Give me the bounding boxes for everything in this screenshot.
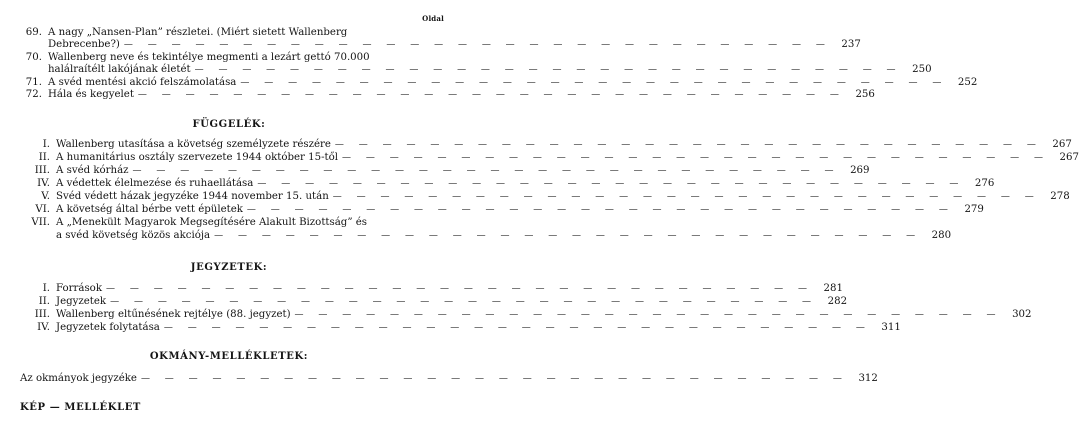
- appendix-entry-7: [20, 216, 440, 229]
- notes-heading: JEGYZETEK:: [190, 262, 268, 273]
- notes-entry-1: [20, 282, 843, 295]
- entry-title: a svéd követség közös akciója: [56, 230, 211, 241]
- entry-page: 281: [823, 283, 843, 294]
- entry-number: V.: [41, 191, 50, 202]
- dot-leader: — — — — — — — — — — — — — — — — — — — — — — — — — — — — — —: [137, 90, 845, 100]
- dot-leader: — — — — — — — — — — — — — — — — — — — — — — — — — — — — — —: [257, 179, 965, 189]
- entry-page: 267: [1052, 139, 1072, 150]
- dot-leader: — — — — — — — — — — — — — — — — — — — — — — — — — — — — — —: [332, 192, 1040, 202]
- entry-title: A „Menekült Magyarok Megsegítésére Alakult Bizottság” és: [56, 217, 368, 228]
- entry-title: Wallenberg eltűnésének rejtélye (88. jegyzet): [56, 309, 291, 320]
- page-column-header: Oldal: [422, 14, 444, 23]
- entry-title: A követség által bérbe vett épületek: [56, 204, 243, 215]
- toc-entry-69-cont: [20, 38, 861, 51]
- entry-number: III.: [34, 165, 50, 176]
- dot-leader: — — — — — — — — — — — — — — — — — — — — — — — — — — — — — —: [334, 140, 1042, 150]
- dot-leader: — — — — — — — — — — — — — — — — — — — — — — — — — — — — — —: [194, 65, 902, 75]
- entry-number: I.: [42, 283, 50, 294]
- toc-entry-72: [20, 88, 875, 101]
- entry-page: 282: [827, 296, 848, 307]
- dot-leader: — — — — — — — — — — — — — — — — — — — — — — — — — — — — — —: [163, 323, 871, 333]
- dot-leader: — — — — — — — — — — — — — — — — — — — — — — — — — — — — — —: [106, 284, 813, 294]
- entry-number: II.: [38, 152, 50, 163]
- entry-number: 70.: [25, 52, 42, 63]
- entry-number: I.: [42, 139, 50, 150]
- entry-page: 250: [912, 64, 932, 75]
- appendix-entry-5: [20, 190, 1070, 203]
- entry-title: Wallenberg neve és tekintélye megmenti a lezárt gettó 70.000: [48, 52, 370, 63]
- entry-page: 256: [855, 89, 875, 100]
- notes-entry-3: [20, 308, 1032, 321]
- dot-leader: — — — — — — — — — — — — — — — — — — — — — — — — — — — — — —: [132, 166, 840, 176]
- entry-number: IV.: [37, 322, 50, 333]
- appendix-entry-2: [20, 151, 1079, 164]
- entry-number: IV.: [37, 178, 50, 189]
- entry-title: A svéd mentési akció felszámolatása: [48, 77, 237, 88]
- documents-heading: OKMÁNY-MELLÉKLETEK:: [149, 351, 309, 362]
- dot-leader: — — — — — — — — — — — — — — — — — — — — — — — — — — — — — —: [214, 231, 922, 241]
- appendix-heading: FÜGGELÉK:: [192, 119, 266, 130]
- entry-title: Az okmányok jegyzéke: [20, 373, 137, 384]
- entry-number: VII.: [31, 217, 50, 228]
- entry-page: 280: [931, 230, 952, 241]
- entry-page: 278: [1050, 191, 1070, 202]
- entry-title: Jegyzetek folytatása: [56, 322, 160, 333]
- entry-page: 311: [881, 322, 901, 333]
- dot-leader: — — — — — — — — — — — — — — — — — — — — — — — — — — — — — —: [140, 374, 848, 384]
- entry-title: Hála és kegyelet: [48, 89, 134, 100]
- entry-title: Források: [56, 283, 102, 294]
- entry-page: 312: [858, 373, 878, 384]
- entry-title: Debrecenbe?): [48, 39, 120, 50]
- dot-leader: — — — — — — — — — — — — — — — — — — — — — — — — — — — — — —: [123, 40, 831, 50]
- entry-page: 237: [841, 39, 861, 50]
- toc-entry-70-cont: [20, 63, 932, 76]
- entry-page: 279: [964, 204, 984, 215]
- entry-title: Wallenberg utasítása a követség személyzete részére: [56, 139, 331, 150]
- entry-number: 69.: [25, 27, 42, 38]
- entry-title: Jegyzetek: [56, 296, 107, 307]
- entry-page: 267: [1059, 152, 1079, 163]
- appendix-entry-7-cont: [20, 229, 952, 242]
- entry-number: II.: [38, 296, 50, 307]
- pictures-heading: KÉP — MELLÉKLET: [20, 402, 141, 413]
- dot-leader: — — — — — — — — — — — — — — — — — — — — — — — — — — — — — —: [240, 78, 948, 88]
- documents-entry-1: [20, 372, 878, 385]
- entry-title: A védettek élelmezése és ruhaellátása: [56, 178, 254, 189]
- appendix-entry-3: [20, 164, 870, 177]
- entry-title: A nagy „Nansen-Plan” részletei. (Miért sietett Wallenberg: [48, 27, 348, 38]
- entry-title: A humanitárius osztály szervezete 1944 október 15-től: [56, 152, 339, 163]
- entry-title: A svéd kórház: [56, 165, 129, 176]
- entry-number: 72.: [25, 89, 42, 100]
- entry-number: VI.: [35, 204, 50, 215]
- appendix-entry-1: [20, 138, 1072, 151]
- dot-leader: — — — — — — — — — — — — — — — — — — — — — — — — — — — — — —: [110, 297, 818, 307]
- notes-entry-2: [20, 295, 848, 308]
- entry-title: halálraítélt lakójának életét: [48, 64, 191, 75]
- entry-page: 252: [957, 77, 978, 88]
- dot-leader: — — — — — — — — — — — — — — — — — — — — — — — — — — — — — —: [342, 153, 1049, 163]
- entry-number: III.: [34, 309, 50, 320]
- appendix-entry-4: [20, 177, 995, 190]
- notes-entry-4: [20, 321, 901, 334]
- entry-title: Svéd védett házak jegyzéke 1944 november 15. után: [56, 191, 329, 202]
- entry-number: 71.: [25, 77, 42, 88]
- entry-page: 276: [974, 178, 995, 189]
- appendix-entry-6: [20, 203, 984, 216]
- entry-page: 269: [850, 165, 870, 176]
- dot-leader: — — — — — — — — — — — — — — — — — — — — — — — — — — — — — —: [246, 205, 954, 215]
- dot-leader: — — — — — — — — — — — — — — — — — — — — — — — — — — — — — —: [294, 310, 1002, 320]
- entry-page: 302: [1012, 309, 1032, 320]
